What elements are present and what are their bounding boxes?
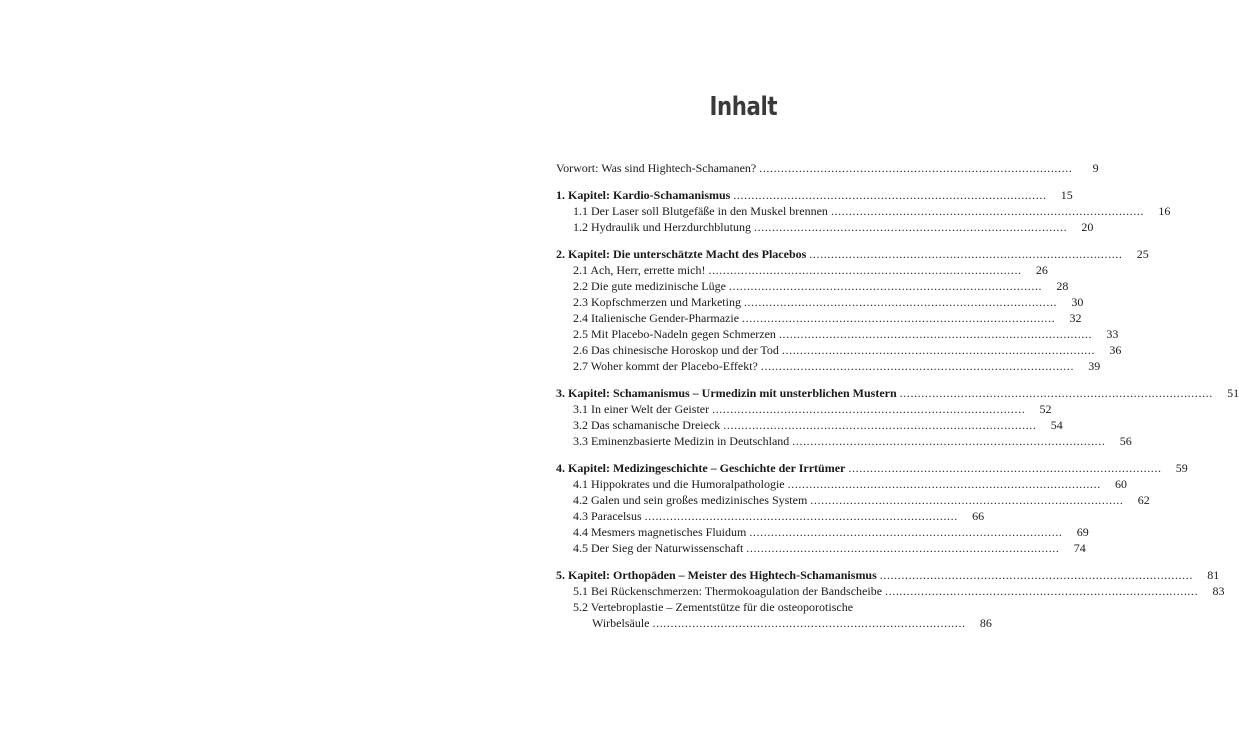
- toc-section-entry: [556, 278, 1069, 294]
- toc-leader-dots: [642, 508, 962, 524]
- toc-section-entry: [556, 294, 1084, 310]
- toc-entry-label: Wirbelsäule: [592, 616, 650, 630]
- toc-entry-label: 2.4 Italienische Gender-Pharmazie: [573, 311, 740, 325]
- toc-spacer: [556, 449, 924, 460]
- toc-leader-dots: [650, 615, 970, 631]
- toc-section-entry: [556, 358, 1101, 374]
- toc-section-entry: [556, 433, 1132, 449]
- toc-section-entry: [556, 342, 1122, 358]
- toc-entry-label: 4.5 Der Sieg der Naturwissenschaft: [573, 541, 744, 555]
- toc-page-number: 30: [1071, 295, 1084, 309]
- toc-chapter-entry: [556, 160, 1099, 176]
- toc-section-entry: [556, 326, 1119, 342]
- toc-leader-dots: [897, 385, 1217, 401]
- toc-leader-dots: [776, 326, 1096, 342]
- toc-chapter-entry: [556, 187, 1073, 203]
- toc-leader-dots: [751, 219, 1071, 235]
- toc-page-number: 74: [1073, 541, 1086, 555]
- toc-entry-label: 1.2 Hydraulik und Herzdurchblutung: [573, 220, 751, 234]
- toc-page-number: 60: [1115, 477, 1128, 491]
- toc-leader-dots: [756, 160, 1076, 176]
- table-of-contents: [556, 160, 1239, 631]
- toc-section-entry: [556, 262, 1048, 278]
- toc-page-number: 9: [1092, 161, 1099, 175]
- toc-leader-dots: [746, 524, 1066, 540]
- toc-entry-label: Vorwort: Was sind Hightech-Schamanen?: [556, 161, 757, 175]
- toc-entry-label: 2.7 Woher kommt der Placebo-Effekt?: [573, 359, 758, 373]
- toc-page-number: 52: [1039, 402, 1052, 416]
- toc-leader-dots: [705, 262, 1025, 278]
- toc-chapter-entry: [556, 567, 1220, 583]
- toc-section-entry: [556, 492, 1150, 508]
- toc-page-number: 56: [1119, 434, 1132, 448]
- toc-leader-dots: [882, 583, 1202, 599]
- toc-entry-label: 3.2 Das schamanische Dreieck: [573, 418, 721, 432]
- toc-leader-dots: [730, 187, 1050, 203]
- toc-page-number: 59: [1175, 461, 1188, 475]
- toc-leader-dots: [726, 278, 1046, 294]
- toc-section-entry: [556, 203, 1171, 219]
- toc-entry-label: 4. Kapitel: Medizingeschichte – Geschichte der Irrtümer: [556, 461, 846, 475]
- toc-chapter-entry: [556, 246, 1149, 262]
- toc-leader-dots: [758, 358, 1078, 374]
- toc-leader-dots: [807, 492, 1127, 508]
- toc-page-number: 25: [1136, 247, 1149, 261]
- toc-entry-label: 3.3 Eminenzbasierte Medizin in Deutschland: [573, 434, 790, 448]
- toc-section-entry: [556, 524, 1089, 540]
- toc-page-number: 20: [1081, 220, 1094, 234]
- toc-section-entry: [556, 401, 1052, 417]
- toc-page-number: 15: [1060, 188, 1073, 202]
- toc-entry-label: 1. Kapitel: Kardio-Schamanismus: [556, 188, 731, 202]
- toc-page-number: 32: [1069, 311, 1082, 325]
- toc-entry-label: 4.2 Galen und sein großes medizinisches System: [573, 493, 808, 507]
- toc-page-number: 39: [1088, 359, 1101, 373]
- toc-section-entry: [556, 219, 1094, 235]
- toc-leader-dots: [779, 342, 1099, 358]
- toc-section-entry: [556, 508, 985, 524]
- toc-leader-dots: [845, 460, 1165, 476]
- toc-page-number: 81: [1207, 568, 1220, 582]
- toc-page-number: 66: [972, 509, 985, 523]
- toc-entry-label: 2.3 Kopfschmerzen und Marketing: [573, 295, 741, 309]
- toc-entry-label: 5.1 Bei Rückenschmerzen: Thermokoagulation der Bandscheibe: [573, 584, 883, 598]
- toc-page-number: 86: [979, 616, 992, 630]
- toc-page-number: 33: [1106, 327, 1119, 341]
- toc-section-entry: [556, 599, 924, 615]
- toc-page-number: 28: [1056, 279, 1069, 293]
- toc-leader-dots: [739, 310, 1059, 326]
- toc-page-number: 16: [1158, 204, 1171, 218]
- toc-section-entry: [556, 310, 1082, 326]
- toc-page-number: 69: [1076, 525, 1089, 539]
- toc-section-entry: [556, 583, 1225, 599]
- toc-section-entry: [556, 476, 1128, 492]
- left-page: [0, 0, 500, 741]
- toc-spacer: [556, 176, 924, 187]
- toc-page-number: 83: [1212, 584, 1225, 598]
- toc-entry-label: 2.6 Das chinesische Horoskop und der Tod: [573, 343, 779, 357]
- toc-chapter-entry: [556, 460, 1188, 476]
- toc-entry-label: 2. Kapitel: Die unterschätzte Macht des Placebos: [556, 247, 807, 261]
- toc-entry-label: 2.1 Ach, Herr, errette mich!: [573, 263, 706, 277]
- toc-entry-label: 3. Kapitel: Schamanismus – Urmedizin mit unsterblichen Mustern: [556, 386, 897, 400]
- toc-leader-dots: [806, 246, 1126, 262]
- toc-entry-label: 1.1 Der Laser soll Blutgefäße in den Muskel brennen: [573, 204, 828, 218]
- toc-section-entry: [556, 615, 992, 631]
- toc-leader-dots: [709, 401, 1029, 417]
- toc-page-number: 62: [1137, 493, 1150, 507]
- page-title: Inhalt: [709, 92, 778, 122]
- toc-entry-label: 5.2 Vertebroplastie – Zementstütze für die osteoporotische: [573, 600, 854, 614]
- toc-spacer: [556, 556, 924, 567]
- toc-entry-label: 5. Kapitel: Orthopäden – Meister des Hightech-Schamanismus: [556, 568, 877, 582]
- toc-leader-dots: [720, 417, 1040, 433]
- toc-entry-label: 2.5 Mit Placebo-Nadeln gegen Schmerzen: [573, 327, 776, 341]
- toc-section-entry: [556, 417, 1063, 433]
- toc-entry-label: 2.2 Die gute medizinische Lüge: [573, 279, 726, 293]
- toc-leader-dots: [743, 540, 1063, 556]
- toc-leader-dots: [789, 433, 1109, 449]
- toc-entry-label: 4.3 Paracelsus: [573, 509, 642, 523]
- toc-leader-dots: [877, 567, 1197, 583]
- toc-leader-dots: [828, 203, 1148, 219]
- toc-entry-label: 4.1 Hippokrates und die Humoralpathologie: [573, 477, 785, 491]
- toc-page-number: 36: [1109, 343, 1122, 357]
- toc-entry-label: 3.1 In einer Welt der Geister: [573, 402, 710, 416]
- toc-section-entry: [556, 540, 1086, 556]
- toc-leader-dots: [785, 476, 1105, 492]
- toc-chapter-entry: [556, 385, 1239, 401]
- toc-entry-label: 4.4 Mesmers magnetisches Fluidum: [573, 525, 747, 539]
- toc-spacer: [556, 374, 924, 385]
- toc-leader-dots: [741, 294, 1061, 310]
- toc-spacer: [556, 235, 924, 246]
- toc-page-number: 26: [1035, 263, 1048, 277]
- toc-page-number: 54: [1050, 418, 1063, 432]
- toc-page-number: 51: [1227, 386, 1239, 400]
